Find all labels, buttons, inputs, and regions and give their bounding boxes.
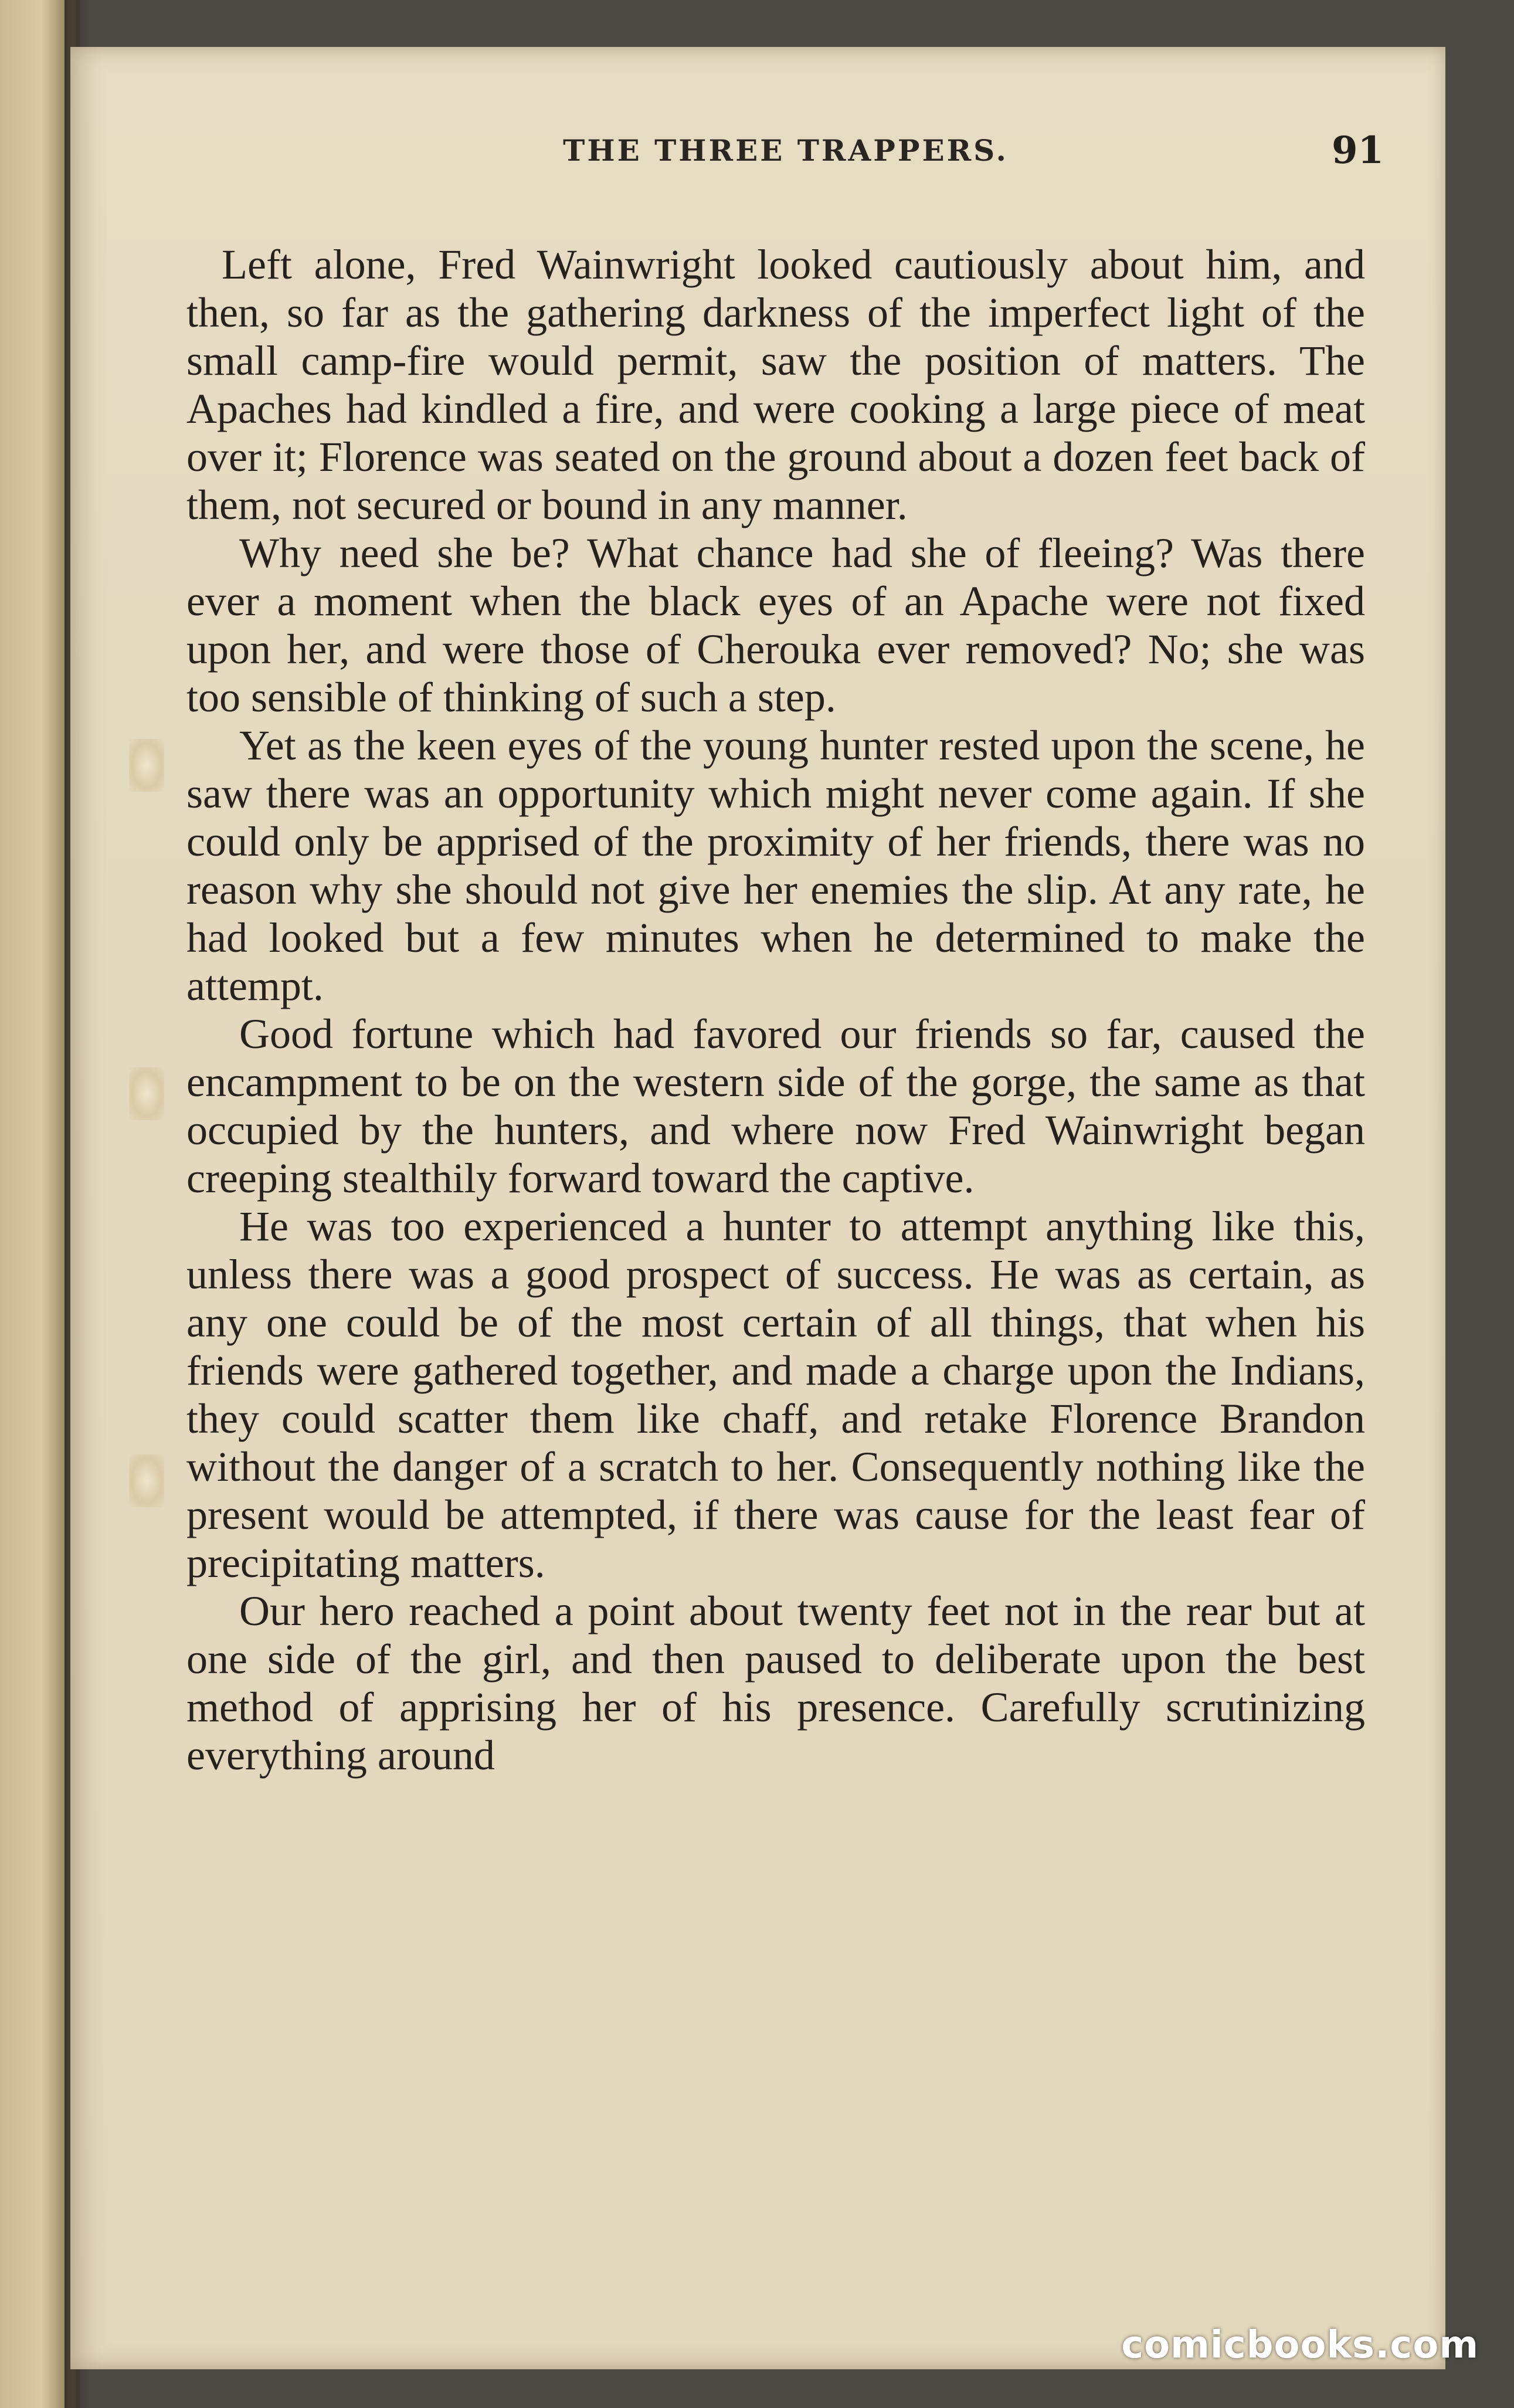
- page-tear-mark: [129, 1454, 164, 1507]
- paragraph: Yet as the keen eyes of the young hunter rested upon the scene, he saw there was an opportunity which might never come again. If she could only be apprised of the proximity of her friends, there was no reason why she should not give her enemies the slip. At any rate, he had looked but a few minutes when he determined to make the attempt.: [186, 722, 1365, 1009]
- paragraph: Why need she be? What chance had she of fleeing? Was there ever a moment when the black eyes of an Apache were not fixed upon her, and were those of Cherouka ever removed? No; she was too sensible of thinking of such a step.: [186, 530, 1365, 721]
- paragraph: Left alone, Fred Wainwright looked cautiously about him, and then, so far as the gathering darkness of the imperfect light of the small camp-fire would permit, saw the position of matters. The Apaches had kindled a fire, and were cooking a large piece of meat over it; Florence was seated on the ground about a dozen feet back of them, not secured or bound in any manner.: [186, 241, 1365, 528]
- paragraph: Good fortune which had favored our friends so far, caused the encampment to be on the western side of the gorge, the same as that occupied by the hunters, and where now Fred Wainwright began creeping stealthily forward toward the captive.: [186, 1010, 1365, 1202]
- page-tear-mark: [129, 739, 164, 792]
- watermark: comicbooks.com: [1121, 2324, 1479, 2367]
- running-header: [188, 118, 1384, 183]
- paragraph: Our hero reached a point about twenty feet not in the rear but at one side of the girl, and then paused to deliberate upon the best method of apprising her of his presence. Carefully scrutinizing everything around: [186, 1588, 1365, 1779]
- running-title: THE THREE TRAPPERS.: [563, 133, 1009, 168]
- body-text: [186, 240, 1365, 1779]
- page-tear-mark: [129, 1067, 164, 1120]
- book-page: [70, 47, 1445, 2369]
- page-number: 91: [1331, 128, 1384, 172]
- paragraph: He was too experienced a hunter to attempt anything like this, unless there was a good prospect of success. He was as certain, as any one could be of the most certain of all things, that when his friends were gathered together, and made a charge upon the Indians, they could scatter them like chaff, and retake Florence Brandon without the danger of a scratch to her. Consequently nothing like the present would be attempted, if there was cause for the least fear of precipitating matters.: [186, 1203, 1365, 1586]
